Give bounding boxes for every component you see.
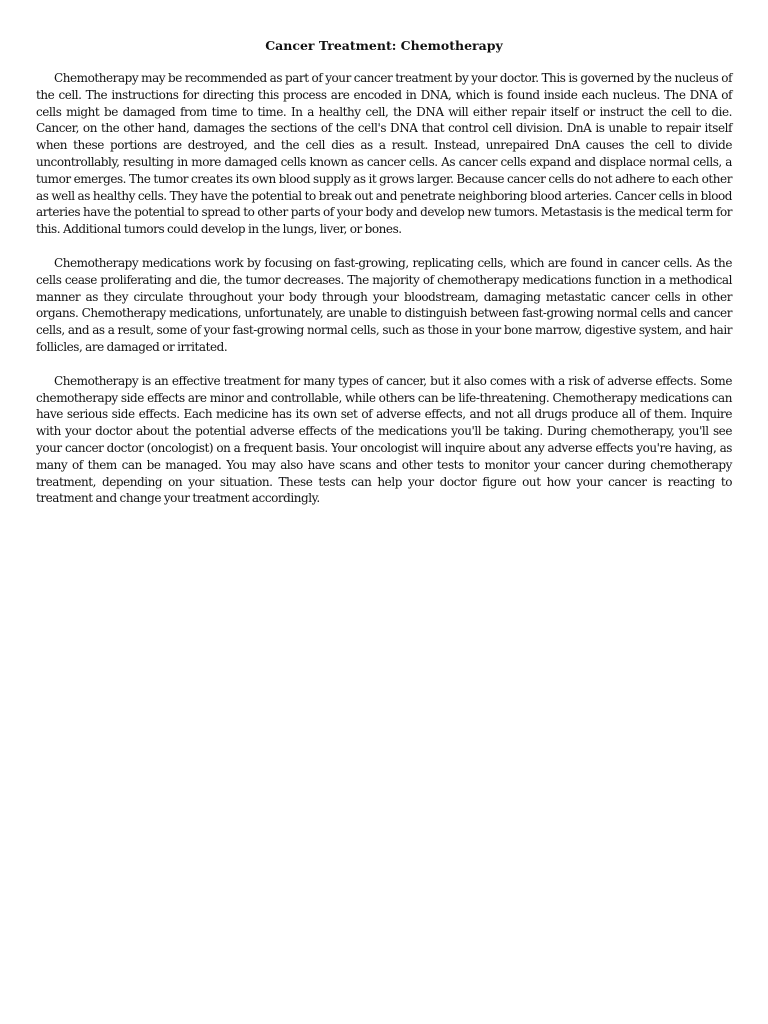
document-body — [36, 70, 732, 524]
paragraph-2: Chemotherapy medications work by focusing on fast-growing, replicating cells, which are found in cancer cells. As the cells cease proliferating and die, the tumor decreases. The majority of chemotherapy medications function in a methodical manner as they circulate throughout your body through your bloodstream, damaging metastatic cancer cells in other organs. Chemotherapy medications, unfortunately, are unable to distinguish between fast-growing normal cells and cancer cells, and as a result, some of your fast-growing normal cells, such as those in your bone marrow, digestive system, and hair follicles, are damaged or irritated. — [36, 255, 732, 354]
paragraph-1: Chemotherapy may be recommended as part of your cancer treatment by your doctor. This is governed by the nucleus of the cell. The instructions for directing this process are encoded in DNA, which is found inside each nucleus. The DNA of cells might be damaged from time to time. In a healthy cell, the DNA will either repair itself or instruct the cell to die. Cancer, on the other hand, damages the sections of the cell's DNA that control cell division. DnA is unable to repair itself when these portions are destroyed, and the cell dies as a result. Instead, unrepaired DnA causes the cell to divide uncontrollably, resulting in more damaged cells known as cancer cells. As cancer cells expand and displace normal cells, a tumor emerges. The tumor creates its own blood supply as it grows larger. Because cancer cells do not adhere to each other as well as healthy cells. They have the potential to break out and penetrate neighboring blood arteries. Cancer cells in blood arteries have the potential to spread to other parts of your body and develop new tumors. Metastasis is the medical term for this. Additional tumors could develop in the lungs, liver, or bones. — [36, 71, 732, 237]
paragraph-3: Chemotherapy is an effective treatment for many types of cancer, but it also comes with a risk of adverse effects. Some chemotherapy side effects are minor and controllable, while others can be life-threatening. Chemotherapy medications can have serious side effects. Each medicine has its own set of adverse effects, and not all drugs produce all of them. Inquire with your doctor about the potential adverse effects of the medications you'll be taking. During chemotherapy, you'll see your cancer doctor (oncologist) on a frequent basis. Your oncologist will inquire about any adverse effects you're having, as many of them can be managed. You may also have scans and other tests to monitor your cancer during chemotherapy treatment, depending on your situation. These tests can help your doctor figure out how your cancer is reacting to treatment and change your treatment accordingly. — [36, 373, 732, 506]
document-title: Cancer Treatment: Chemotherapy — [265, 38, 503, 53]
